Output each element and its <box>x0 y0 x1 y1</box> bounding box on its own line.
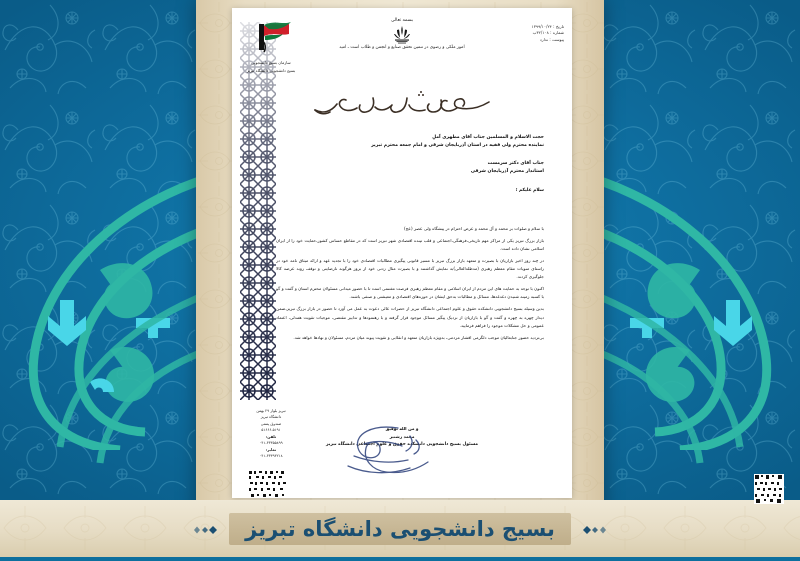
masthead-org-line: امور ملکی و رضوی در تنمین تحقق صنایع و انجمن و طلاب است ـ امید <box>339 45 465 50</box>
signoff-line-3: مسئول بسیج دانشجویی دانشکده حقوق و علوم اجتماعی دانشگاه تبریز <box>325 442 479 447</box>
contact-phone-label: تلفن: <box>265 434 277 439</box>
diamond-ornament-right-icon <box>193 522 219 536</box>
body-paragraph: اکنون با توجه به حمایت های این مردم از ایران اسلامی و مقام معظم رهبری فرصت مغتنمی است تا با حضور میدانی مسئولان محترم استان و گفت و گو با کسبه زمینه شنیدن دغدغه‌ها، مسائل و مطالبات به‌حق ایشان در حوزه‌های اقتصادی و معیشتی و صنفی باشند. <box>276 287 544 301</box>
signoff-line-2: محمد رشتبر <box>389 434 415 439</box>
meta-number: شماره : ۳۲/۱۰۸ب <box>532 30 564 36</box>
footer-banner <box>0 500 800 557</box>
basij-emblem-icon <box>391 24 413 44</box>
slogan-calligraphy <box>232 88 572 126</box>
addressee-line-3: جناب آقای دکتر سرمست <box>487 160 544 166</box>
diamond-ornament-left-icon <box>581 522 607 536</box>
meta-attachment: پیوست : ندارد <box>539 36 564 42</box>
contact-block <box>238 408 304 460</box>
footer-title-banner <box>229 513 571 545</box>
qr-code-icon <box>248 470 288 498</box>
signoff-line-1: و من الله توفیق <box>385 426 419 431</box>
contact-postal-code: ۵۱۶۶۶-۵۱۹۱ <box>261 428 281 433</box>
organization-logo-block <box>236 20 306 75</box>
letter-body <box>276 226 544 346</box>
addressee-line-2: نماینده محترم ولی فقیه در استان آذربایجان شرقی و امام جمعه محترم تبریز <box>371 143 544 149</box>
body-paragraph: بدین وسیله بسیج دانشجویی دانشکده حقوق و علوم اجتماعی دانشگاه تبریز از حضرات عالی دعوت به عمل می آورد تا حضور در بازار بزرگ تبریز،ضمن دیدار چهره به چهره و گفت و گو با بازاریان از نزدیک پیگیر مسائل موجود قرار گرفته و با رهنمودها و تدابیر مقتضی، موجبات تقویت همدلی، اعتماد عمومی و حل مشکلات موجود را فراهم فرمایید. <box>276 307 544 329</box>
greeting-text: سلام علیکم ؛ <box>515 187 544 193</box>
letter-sheet <box>232 8 572 498</box>
body-paragraph: در چند روز اخیر بازاریان با بصیرت و متعهد بازار بزرگ تبریز با مسیر قانونی پیگیری مطالبات اقتصادی خود را با تجدید عهد و ارائه میثاق نامه خود در راستای منویات مقام معظم رهبری (مدظله‌العالی)به نمایش گذاشتند و با بصیرت مثال زدنی خود از بروز هرگونه نارضایتی و توقف روند عرضه کالا جلوگیری کردند. <box>276 258 544 281</box>
footer-qr-code-icon <box>754 474 784 504</box>
body-paragraph: بی‌تردید حضور جنابعالیان موجب دلگرمی اقشار مردمی، به‌ویژه بازاریان متعهد و انقلابی و تقویت پیوند میان مردم، مسئولان و نهادها خواهد شد. <box>293 335 544 341</box>
meta-date: تاریخ : ۱۳۹۹/۱۰/۲۴ <box>531 24 564 29</box>
addressee-block <box>278 134 544 193</box>
logo-title-line-2: بسیج دانشجویی دانشگاه تبریز <box>246 68 296 74</box>
contact-address-3: صندوق پستی <box>260 421 282 426</box>
contact-address-1: تبریز بلوار ۲۹ بهمن <box>256 409 286 413</box>
footer-title-text: بسیج دانشجویی دانشگاه تبریز <box>245 516 555 541</box>
body-paragraph: با سلام و صلوات بر محمد و آل محمد و عرض احترام در پیشگاه ولی عصر (عج) <box>404 227 544 232</box>
addressee-line-1: حجت الاسلام و المسلمین جناب آقای مطهری آملِ <box>432 135 544 140</box>
basij-student-flag-logo-icon <box>249 20 293 54</box>
handwritten-signature <box>324 422 444 484</box>
bismillah-text: بسمه تعالی <box>390 18 414 23</box>
geometric-ornament-strip <box>240 22 276 400</box>
contact-fax-label: نمابر: <box>265 447 277 452</box>
contact-address-2: دانشگاه تبریز <box>260 415 282 420</box>
body-paragraph: بازار بزرگ تبریز یکی از مراکز مهم تاریخی،فرهنگی،اجتماعی و قلب تپنده اقتصادی شهر تبریز است که در مقاطع حساس کشور،حمایت خود را از ایران اسلامی نشان داده است. <box>276 238 544 253</box>
contact-phone-value: ۰۴۱-۳۳۳۵۵۸۹۹ <box>259 441 283 446</box>
logo-title-line-1: سازمان بسیج دانشجویی <box>251 60 291 65</box>
addressee-line-4: استاندار محترم آذربایجان شرقی <box>470 169 544 175</box>
contact-fax-value: ۰۴۱-۳۳۳۹۳۲۱۸ <box>259 454 283 459</box>
